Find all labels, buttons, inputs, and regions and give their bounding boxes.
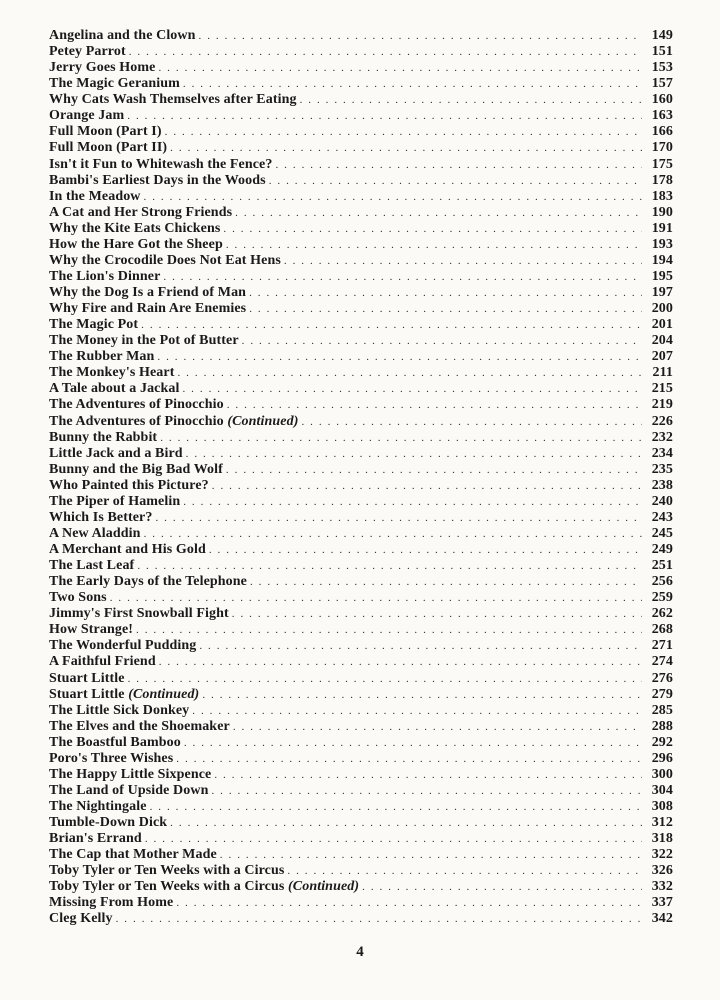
toc-entry-title <box>49 349 157 365</box>
toc-entry-title-text: Stuart Little <box>49 686 125 702</box>
toc-entry <box>49 879 673 895</box>
toc-entry-title-text: Tumble-Down Dick <box>49 815 168 831</box>
toc-entry-page: 322 <box>651 847 673 863</box>
toc-entry-title-text: Missing From Home <box>49 895 174 911</box>
toc-entry-page: 175 <box>651 156 673 172</box>
dot-leader <box>155 510 642 526</box>
toc-entry-title-text: Jimmy's First Snowball Fight <box>49 606 229 622</box>
toc-entry-page: 226 <box>651 413 673 429</box>
toc-entry-title-text: The Elves and the Shoemaker <box>49 718 230 734</box>
toc-entry-page: 308 <box>651 799 673 814</box>
toc-entry-page: 337 <box>651 895 673 911</box>
toc-entry-title-text: A Tale about a Jackal <box>49 381 180 397</box>
toc-entry <box>49 542 673 558</box>
dot-leader <box>176 751 642 767</box>
toc-entry-page: 249 <box>651 542 673 557</box>
dot-leader <box>136 622 642 638</box>
toc-entry-title <box>49 76 183 92</box>
toc-entry-title-text: A Cat and Her Strong Friends <box>49 204 233 220</box>
toc-entry-title <box>49 365 177 381</box>
toc-entry-title <box>49 735 184 751</box>
toc-entry-page: 276 <box>651 670 673 686</box>
toc-entry-title-text: Why Fire and Rain Are Enemies <box>49 301 247 317</box>
toc-entry-title-text: The Lion's Dinner <box>49 268 161 284</box>
toc-entry-page: 219 <box>651 397 673 413</box>
toc-entry-title <box>49 221 223 237</box>
toc-entry <box>49 237 673 253</box>
toc-entry-title <box>49 654 159 670</box>
toc-entry-title <box>49 414 301 430</box>
toc-entry-title <box>49 542 209 558</box>
toc-entry-title <box>49 157 275 173</box>
toc-entry <box>49 430 673 446</box>
toc-entry <box>49 60 673 76</box>
toc-entry-title-text: The Early Days of the Telephone <box>49 574 247 590</box>
toc-entry-title-text: Bunny the Rabbit <box>49 429 158 445</box>
toc-entry <box>49 510 673 526</box>
toc-entry-title <box>49 60 158 76</box>
dot-leader <box>127 108 642 124</box>
toc-entry-page: 153 <box>651 60 673 76</box>
toc-entry-title-text: Two Sons <box>49 590 107 606</box>
toc-entry <box>49 92 673 108</box>
toc-entry-page: 183 <box>651 188 673 204</box>
dot-leader <box>232 606 642 622</box>
toc-entry-title-text: The Boastful Bamboo <box>49 734 181 750</box>
toc-entry-page: 304 <box>651 782 673 798</box>
dot-leader <box>170 815 642 831</box>
toc-entry <box>49 799 673 815</box>
toc-entry-title-text: The Adventures of Pinocchio <box>49 397 224 413</box>
toc-entry-title <box>49 333 242 349</box>
toc-entry <box>49 526 673 542</box>
toc-entry-page: 240 <box>651 493 673 509</box>
toc-entry-page: 285 <box>651 702 673 718</box>
toc-entry-title <box>49 606 232 622</box>
toc-entry-page: 160 <box>651 92 673 108</box>
toc-entry-page: 292 <box>651 734 673 750</box>
toc-entry-title <box>49 446 186 462</box>
dot-leader <box>284 253 642 269</box>
toc-entry-title <box>49 510 155 526</box>
toc-entry-title-text: Jerry Goes Home <box>49 60 156 76</box>
toc-entry <box>49 671 673 687</box>
dot-leader <box>141 317 642 333</box>
toc-entry <box>49 606 673 622</box>
toc-entry-title <box>49 590 110 606</box>
toc-entry-title <box>49 140 170 156</box>
toc-entry-page: 342 <box>651 911 673 927</box>
toc-entry-title <box>49 751 176 767</box>
toc-entry-page: 318 <box>651 831 673 847</box>
page-number: 4 <box>356 944 364 960</box>
toc-entry <box>49 622 673 638</box>
toc-entry-page: 259 <box>651 590 673 606</box>
toc-entry-page: 235 <box>651 461 673 477</box>
toc-entry-title-text: Little Jack and a Bird <box>49 445 183 461</box>
toc-entry-title-text: Why the Kite Eats Chickens <box>49 220 221 236</box>
toc-entry-title-text: How Strange! <box>49 622 134 638</box>
dot-leader <box>242 333 642 349</box>
toc-entry <box>49 847 673 863</box>
toc-entry-page: 163 <box>651 108 673 124</box>
toc-entry-title-text: The Last Leaf <box>49 558 135 574</box>
toc-entry <box>49 381 673 397</box>
toc-entry <box>49 173 673 189</box>
toc-entry-title <box>49 638 199 654</box>
toc-entry-title <box>49 671 128 687</box>
dot-leader <box>227 397 642 413</box>
dot-leader <box>233 719 642 735</box>
toc-entry-page: 243 <box>651 509 673 525</box>
toc-entry-page: 200 <box>651 301 673 317</box>
toc-entry-title <box>49 253 284 269</box>
toc-entry-note: (Continued) <box>227 413 299 429</box>
toc-entry-page: 279 <box>651 686 673 702</box>
toc-entry-title <box>49 911 116 927</box>
toc-entry-title <box>49 430 160 446</box>
toc-entry-title-text: Why the Dog Is a Friend of Man <box>49 285 247 300</box>
dot-leader <box>300 92 642 108</box>
toc-entry-page: 204 <box>651 333 673 349</box>
dot-leader <box>163 269 642 285</box>
toc-entry-title <box>49 173 269 189</box>
toc-entry <box>49 911 673 927</box>
toc-entry-title-text: Why the Crocodile Does Not Eat Hens <box>49 252 281 268</box>
dot-leader <box>144 526 642 542</box>
toc-entry-page: 151 <box>651 44 673 60</box>
toc-entry-title <box>49 381 182 397</box>
toc-entry-title-text: The Land of Upside Down <box>49 782 209 798</box>
toc-entry-page: 256 <box>651 574 673 590</box>
toc-entry-title <box>49 494 183 510</box>
toc-entry-title-text: Toby Tyler or Ten Weeks with a Circus <box>49 879 285 895</box>
toc-entry <box>49 478 673 494</box>
toc-entry-title <box>49 687 202 703</box>
table-of-contents <box>49 28 673 928</box>
toc-entry-page: 274 <box>651 654 673 670</box>
dot-leader <box>249 285 642 301</box>
dot-leader <box>158 60 642 76</box>
toc-entry-title-text: Cleg Kelly <box>49 911 113 927</box>
toc-entry <box>49 767 673 783</box>
dot-leader <box>211 783 642 799</box>
toc-entry-title <box>49 237 226 253</box>
toc-entry-title <box>49 863 287 879</box>
toc-entry <box>49 574 673 590</box>
toc-entry-title <box>49 719 233 735</box>
toc-entry-title <box>49 285 249 301</box>
toc-entry-title <box>49 462 226 478</box>
toc-entry-title <box>49 478 212 494</box>
toc-entry-title <box>49 317 141 333</box>
toc-entry <box>49 140 673 156</box>
toc-entry-page: 211 <box>652 365 673 381</box>
toc-entry <box>49 462 673 478</box>
toc-entry-page: 191 <box>651 220 673 236</box>
toc-entry-page: 197 <box>651 285 673 300</box>
dot-leader <box>223 221 642 237</box>
toc-entry <box>49 751 673 767</box>
toc-entry-title-text: The Nightingale <box>49 799 147 814</box>
toc-entry-page: 332 <box>651 879 673 895</box>
toc-entry-title-text: Isn't it Fun to Whitewash the Fence? <box>49 156 273 172</box>
toc-entry-page: 201 <box>651 317 673 333</box>
toc-entry-page: 190 <box>651 204 673 220</box>
toc-entry-title-text: The Adventures of Pinocchio <box>49 413 224 429</box>
toc-entry-page: 195 <box>651 268 673 284</box>
toc-entry-page: 170 <box>651 140 673 156</box>
toc-entry-title <box>49 799 150 815</box>
toc-entry-title <box>49 783 211 799</box>
toc-entry-title-text: Orange Jam <box>49 108 125 124</box>
toc-entry <box>49 285 673 301</box>
toc-entry-title <box>49 205 235 221</box>
dot-leader <box>137 558 642 574</box>
toc-entry-title <box>49 558 137 574</box>
toc-entry-title-text: How the Hare Got the Sheep <box>49 236 223 252</box>
toc-entry-title <box>49 301 249 317</box>
toc-entry-page: 268 <box>651 622 673 638</box>
dot-leader <box>128 671 642 687</box>
toc-entry-title <box>49 703 192 719</box>
toc-entry-page: 193 <box>651 236 673 252</box>
toc-entry-title <box>49 574 250 590</box>
toc-entry <box>49 397 673 413</box>
toc-entry <box>49 446 673 462</box>
toc-entry <box>49 108 673 124</box>
toc-entry-title-text: The Wonderful Pudding <box>49 638 197 654</box>
toc-entry <box>49 333 673 349</box>
toc-entry-title <box>49 28 199 44</box>
dot-leader <box>170 140 642 156</box>
dot-leader <box>159 654 642 670</box>
dot-leader <box>214 767 642 783</box>
toc-entry-title-text: Full Moon (Part I) <box>49 124 162 140</box>
dot-leader <box>116 911 642 927</box>
toc-entry-title <box>49 526 144 542</box>
toc-entry <box>49 317 673 333</box>
toc-entry-page: 238 <box>651 477 673 493</box>
toc-entry-title-text: The Piper of Hamelin <box>49 493 181 509</box>
toc-entry <box>49 638 673 654</box>
toc-entry-title-text: A Merchant and His Gold <box>49 542 206 557</box>
dot-leader <box>165 124 642 140</box>
toc-entry-title-text: A Faithful Friend <box>49 654 156 670</box>
toc-entry <box>49 189 673 205</box>
toc-entry-title <box>49 124 165 140</box>
toc-entry-title-text: The Magic Pot <box>49 317 139 333</box>
dot-leader <box>182 381 642 397</box>
dot-leader <box>183 76 642 92</box>
dot-leader <box>209 542 642 558</box>
dot-leader <box>275 157 642 173</box>
toc-entry <box>49 719 673 735</box>
toc-entry <box>49 28 673 44</box>
toc-entry-page: 232 <box>651 429 673 445</box>
toc-entry <box>49 365 673 381</box>
dot-leader <box>150 799 642 815</box>
toc-entry <box>49 76 673 92</box>
toc-entry-note: (Continued) <box>128 686 200 702</box>
dot-leader <box>110 590 642 606</box>
toc-entry-title-text: In the Meadow <box>49 188 141 204</box>
dot-leader <box>269 173 642 189</box>
toc-entry <box>49 654 673 670</box>
dot-leader <box>235 205 642 221</box>
toc-entry-page: 215 <box>651 381 673 397</box>
dot-leader <box>202 687 642 703</box>
toc-entry-title-text: Bunny and the Big Bad Wolf <box>49 461 223 477</box>
toc-entry-title-text: The Monkey's Heart <box>49 365 175 381</box>
toc-entry <box>49 494 673 510</box>
toc-entry-title <box>49 879 362 895</box>
toc-entry <box>49 269 673 285</box>
dot-leader <box>199 638 642 654</box>
toc-entry <box>49 157 673 173</box>
toc-entry-title-text: Stuart Little <box>49 670 125 686</box>
dot-leader <box>157 349 642 365</box>
toc-entry-page: 166 <box>651 124 673 140</box>
dot-leader <box>212 478 642 494</box>
toc-entry-title-text: The Little Sick Donkey <box>49 702 190 718</box>
toc-entry <box>49 124 673 140</box>
toc-entry <box>49 783 673 799</box>
dot-leader <box>220 847 642 863</box>
toc-entry-title-text: The Happy Little Sixpence <box>49 766 212 782</box>
toc-entry <box>49 815 673 831</box>
dot-leader <box>192 703 642 719</box>
toc-entry-page: 194 <box>651 252 673 268</box>
dot-leader <box>145 831 642 847</box>
dot-leader <box>176 895 642 911</box>
toc-entry-page: 157 <box>651 76 673 92</box>
toc-entry-title <box>49 815 170 831</box>
dot-leader <box>287 863 642 879</box>
dot-leader <box>249 301 642 317</box>
toc-entry-page: 207 <box>651 349 673 365</box>
toc-entry-title-text: Toby Tyler or Ten Weeks with a Circus <box>49 863 285 879</box>
toc-entry <box>49 44 673 60</box>
toc-entry-title <box>49 189 144 205</box>
dot-leader <box>186 446 642 462</box>
toc-entry-page: 178 <box>651 172 673 188</box>
toc-entry-page: 245 <box>651 525 673 541</box>
toc-entry-title-text: The Magic Geranium <box>49 76 180 92</box>
dot-leader <box>362 879 642 895</box>
toc-entry <box>49 349 673 365</box>
toc-entry-title-text: Who Painted this Picture? <box>49 477 209 493</box>
toc-entry-title <box>49 831 145 847</box>
toc-entry-title-text: Why Cats Wash Themselves after Eating <box>49 92 297 108</box>
toc-entry <box>49 735 673 751</box>
toc-entry <box>49 253 673 269</box>
toc-entry-title <box>49 847 220 863</box>
toc-entry-page: 271 <box>651 638 673 654</box>
toc-entry-page: 312 <box>651 815 673 831</box>
toc-entry-title-text: The Money in the Pot of Butter <box>49 333 239 349</box>
dot-leader <box>250 574 642 590</box>
toc-entry-title-text: Brian's Errand <box>49 831 142 847</box>
toc-entry-page: 251 <box>651 558 673 574</box>
toc-entry-title <box>49 269 163 285</box>
toc-entry-page: 300 <box>651 766 673 782</box>
dot-leader <box>160 430 642 446</box>
dot-leader <box>183 494 642 510</box>
toc-entry-title <box>49 108 127 124</box>
toc-entry-title-text: Poro's Three Wishes <box>49 750 174 766</box>
toc-entry <box>49 703 673 719</box>
toc-entry-page: 262 <box>651 606 673 622</box>
dot-leader <box>226 462 642 478</box>
toc-entry-page: 288 <box>651 718 673 734</box>
toc-entry-title-text: The Rubber Man <box>49 349 155 365</box>
toc-entry-page: 149 <box>651 28 673 43</box>
toc-entry-page: 296 <box>651 750 673 766</box>
toc-entry-title <box>49 622 136 638</box>
dot-leader <box>226 237 642 253</box>
toc-entry-title-text: Which Is Better? <box>49 509 153 525</box>
toc-entry-title-text: The Cap that Mother Made <box>49 847 217 863</box>
toc-entry-title <box>49 92 300 108</box>
toc-entry-title-text: Petey Parrot <box>49 44 126 60</box>
toc-entry <box>49 863 673 879</box>
toc-entry-title <box>49 397 227 413</box>
toc-entry-note: (Continued) <box>288 879 360 895</box>
dot-leader <box>129 44 642 60</box>
toc-entry <box>49 205 673 221</box>
toc-entry <box>49 414 673 430</box>
dot-leader <box>144 189 642 205</box>
toc-entry-page: 234 <box>651 445 673 461</box>
toc-entry <box>49 221 673 237</box>
toc-entry-title-text: Angelina and the Clown <box>49 28 196 43</box>
dot-leader <box>199 28 642 44</box>
toc-entry <box>49 831 673 847</box>
toc-entry <box>49 301 673 317</box>
toc-entry-title-text: Bambi's Earliest Days in the Woods <box>49 172 266 188</box>
toc-entry <box>49 590 673 606</box>
toc-entry-title-text: A New Aladdin <box>49 525 141 541</box>
dot-leader <box>301 414 642 430</box>
toc-entry <box>49 687 673 703</box>
dot-leader <box>184 735 642 751</box>
toc-entry-page: 326 <box>651 863 673 879</box>
toc-entry <box>49 558 673 574</box>
toc-entry-title <box>49 895 176 911</box>
toc-entry <box>49 895 673 911</box>
toc-entry-title-text: Full Moon (Part II) <box>49 140 168 156</box>
dot-leader <box>177 365 642 381</box>
toc-entry-title <box>49 44 129 60</box>
toc-entry-title <box>49 767 214 783</box>
